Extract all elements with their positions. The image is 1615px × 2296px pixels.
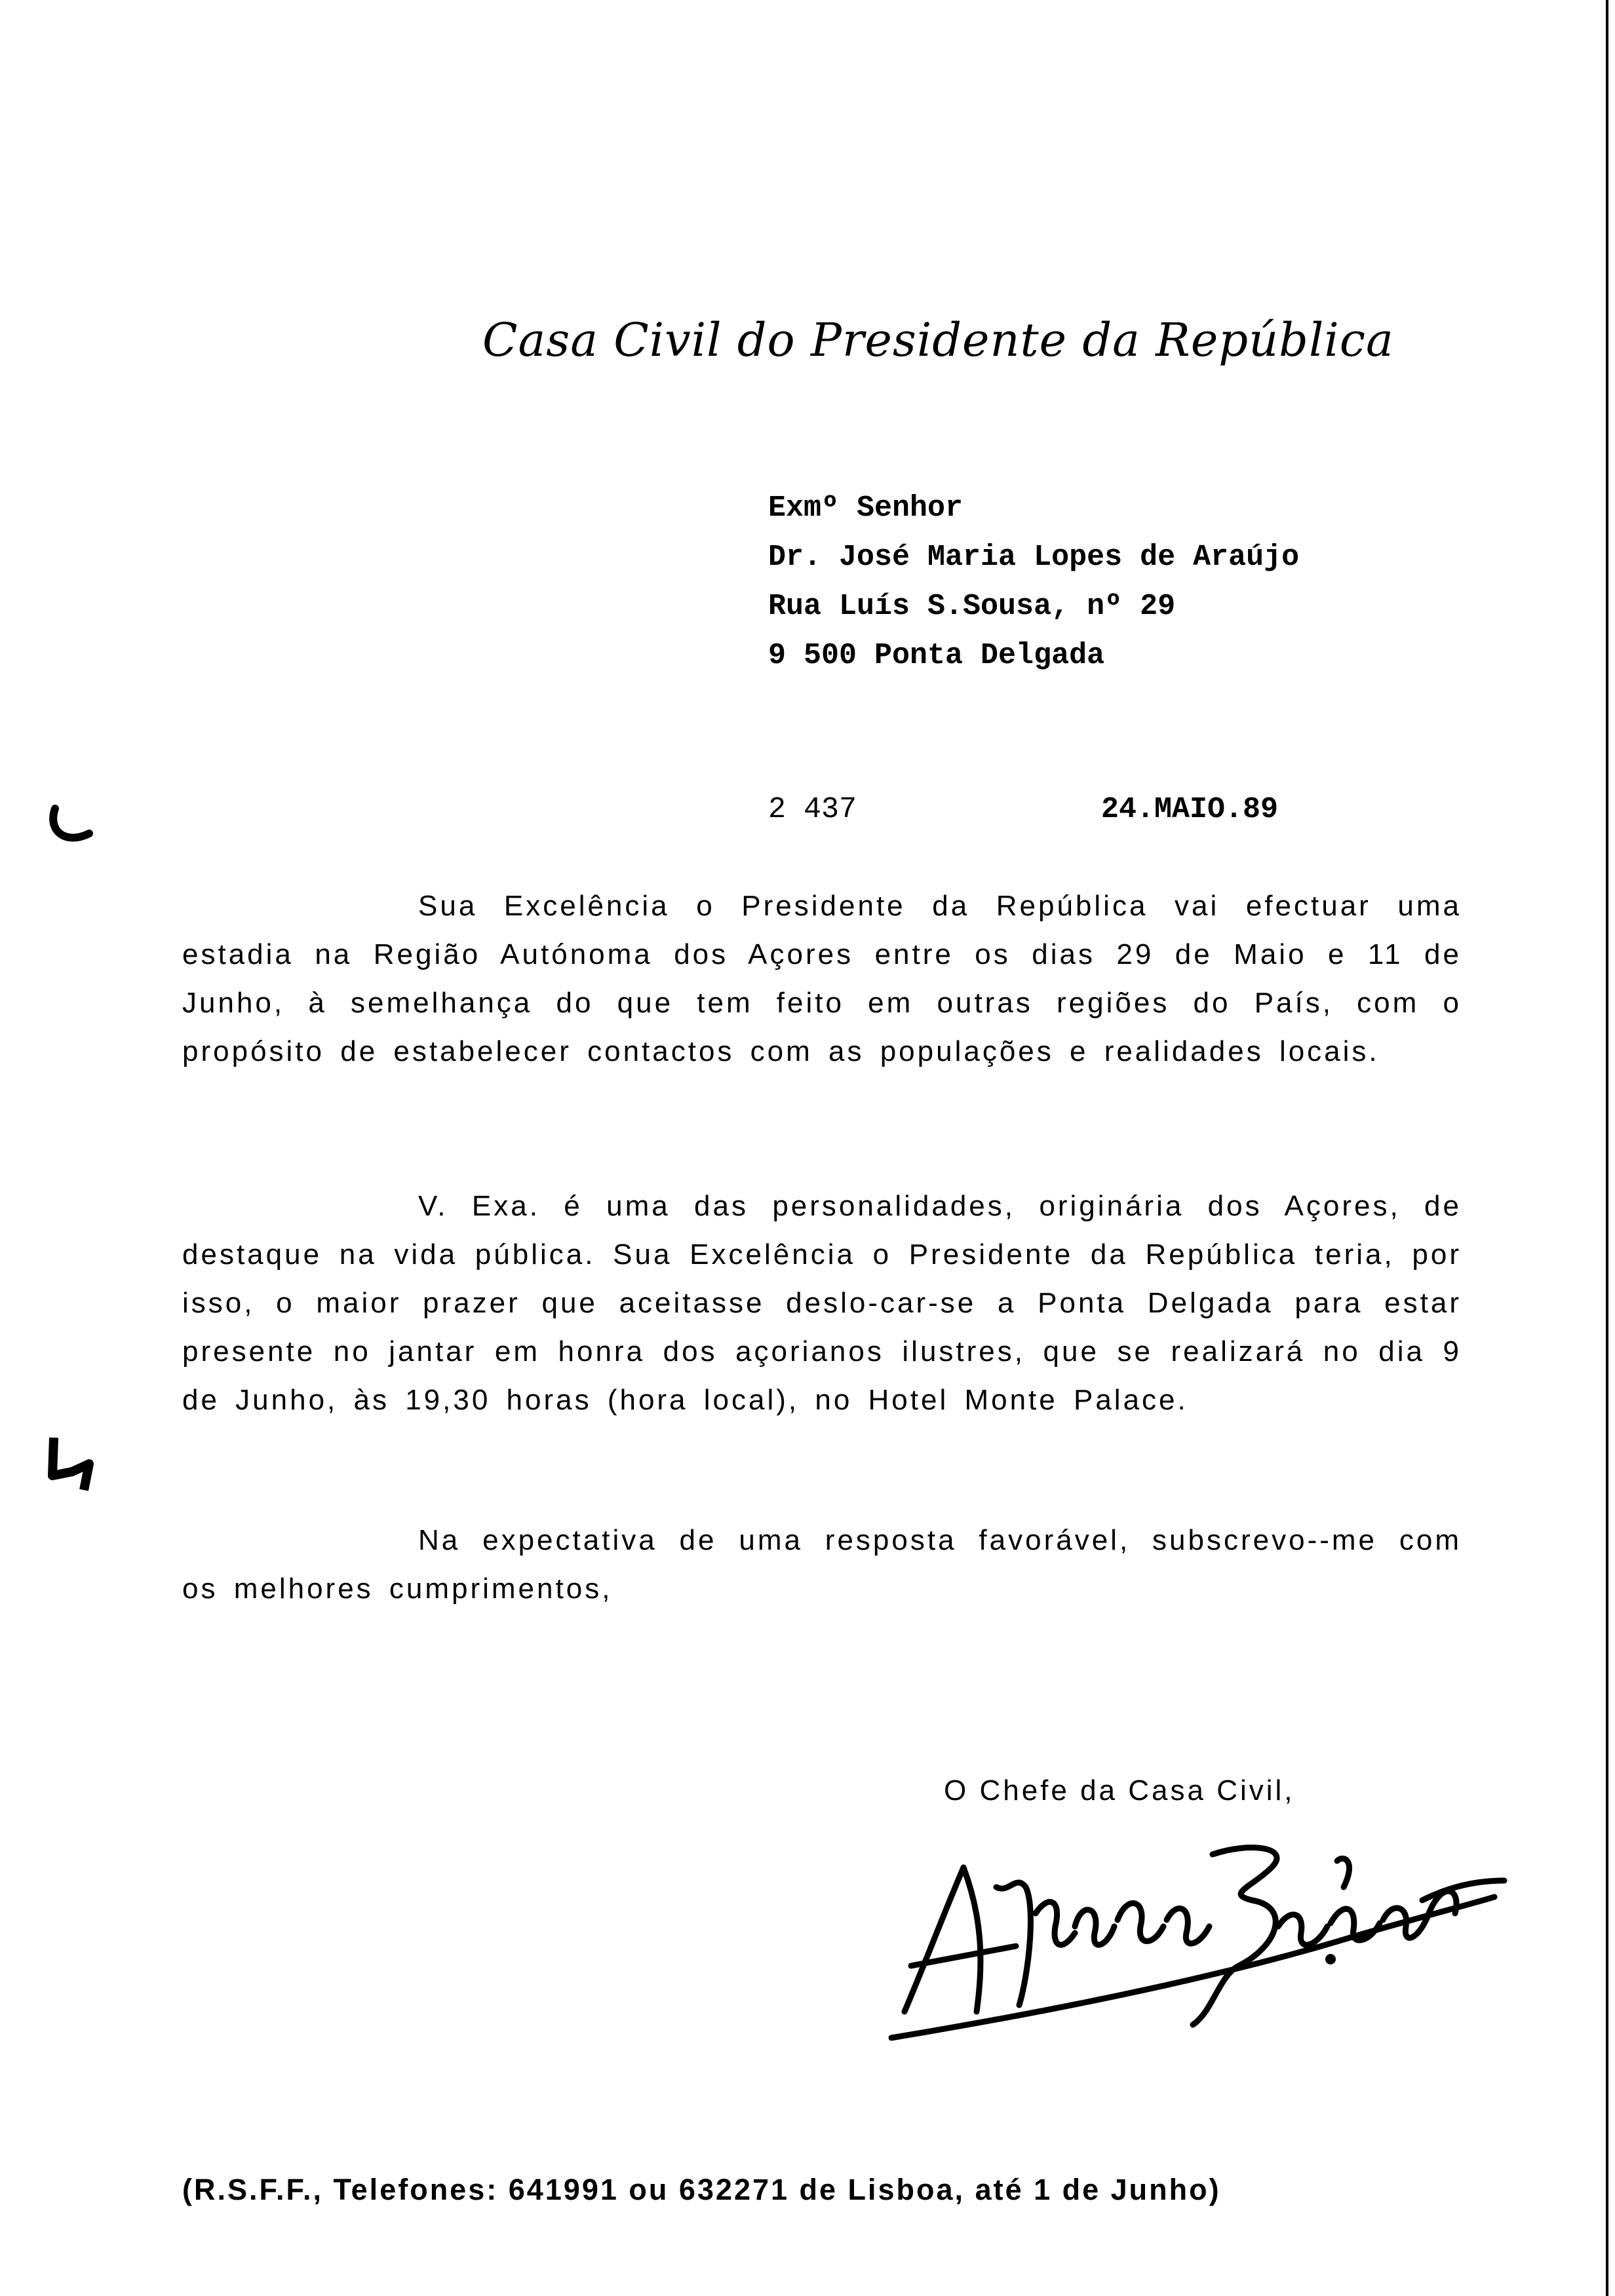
closing-line: O Chefe da Casa Civil, xyxy=(944,1774,1295,1807)
body-paragraph: Na expectativa de uma resposta favorável, subscrevo--me com os melhores cumprimentos, xyxy=(182,1524,1462,1605)
scan-edge-line xyxy=(1606,0,1608,2296)
body-paragraph: V. Exa. é uma das personalidades, originária dos Açores, de destaque na vida pública. Sua Excelência o Presidente da República teria, por isso, o maior prazer que aceitasse deslo-car-se a Ponta Delgada para estar presente no jantar em honra dos açorianos ilustres, que se realizará no dia 9 de Junho, às 19,30 horas (hora local), no Hotel Monte Palace. xyxy=(182,1190,1462,1416)
recipient-city: 9 500 Ponta Delgada xyxy=(768,639,1105,672)
reference-number: 2 437 xyxy=(768,793,857,826)
footer-note: (R.S.F.F., Telefones: 641991 ou 632271 de Lisboa, até 1 de Junho) xyxy=(182,2173,1221,2206)
punch-mark-icon xyxy=(46,1432,98,1491)
body-paragraph: Sua Excelência o Presidente da República vai efectuar uma estadia na Região Autónoma dos Açores entre os dias 29 de Maio e 11 de Junho, à semelhança do que tem feito em outras regiões do País, com o propósito de estabelecer contactos com as populações e realidades locais. xyxy=(182,890,1462,1067)
signature-dot xyxy=(1325,1954,1336,1964)
recipient-address xyxy=(768,484,1299,680)
recipient-salutation: Exmº Senhor xyxy=(768,491,963,525)
recipient-name: Dr. José Maria Lopes de Araújo xyxy=(768,541,1300,574)
punch-mark-icon xyxy=(46,805,98,851)
signature-image xyxy=(885,1815,1508,2051)
letterhead: Casa Civil do Presidente da República xyxy=(482,313,1394,367)
letter-date: 24.MAIO.89 xyxy=(1101,793,1279,826)
recipient-street: Rua Luís S.Sousa, nº 29 xyxy=(768,590,1176,623)
